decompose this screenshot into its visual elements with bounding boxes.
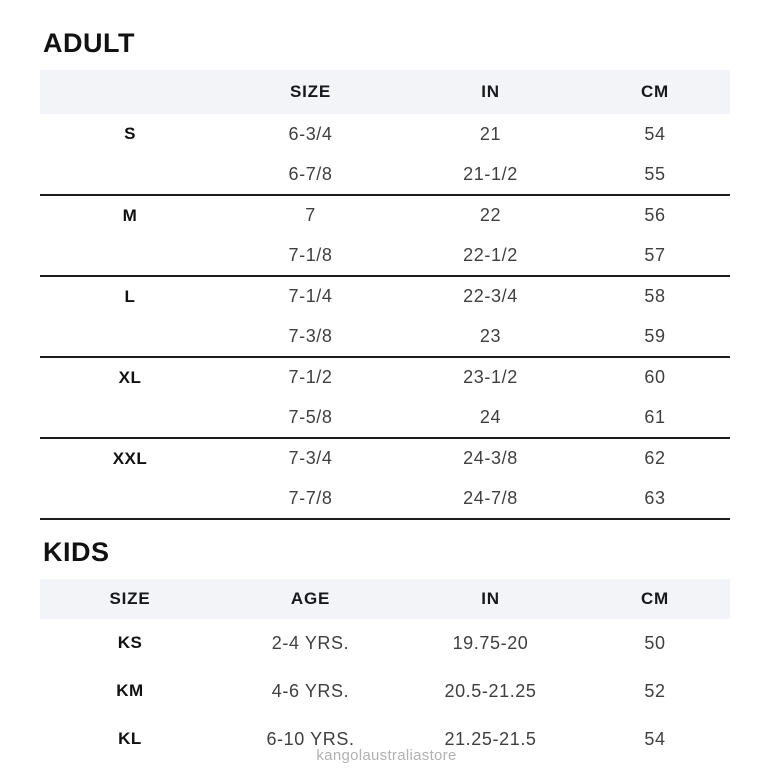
value-cell: 21-1/2 [401,155,580,196]
header-row [40,579,730,619]
value-cell: 62 [644,448,666,469]
size-label-cell: KM [116,681,144,700]
column-header-size-label [40,70,220,114]
size-label-cell [40,317,220,358]
size-label-cell [40,236,220,277]
value-cell: 7-3/8 [220,317,401,358]
adult-section-title: ADULT [43,28,135,58]
table-row [40,195,730,236]
value-cell: 7-5/8 [220,398,401,439]
column-header-size: SIZE [40,579,220,619]
table-row [40,357,730,398]
value-cell: 21.25-21.5 [444,728,537,749]
value-cell: 21 [479,123,502,144]
value-cell: 59 [580,317,730,358]
value-cell: 50 [644,632,666,653]
size-label-cell: KS [117,633,143,652]
kids-table-header [40,579,730,619]
value-cell: 7-1/8 [220,236,401,277]
size-label-cell: L [124,286,136,306]
column-header-cm: CM [580,70,730,114]
value-cell: 22-1/2 [401,236,580,277]
value-cell: 61 [580,398,730,439]
value-cell: 22-3/4 [463,286,518,307]
value-cell: 23 [401,317,580,358]
value-cell: 7 [305,205,316,226]
column-header-cm: CM [580,579,730,619]
value-cell: 54 [644,728,666,749]
value-cell: 7-1/4 [288,286,333,307]
table-row [40,398,730,439]
size-label-cell: XXL [112,448,148,468]
column-header-in: IN [401,70,580,114]
kids-size-table [40,579,730,763]
size-label-cell: KL [118,729,142,748]
kids-section-title: KIDS [43,537,110,567]
table-row [40,317,730,358]
table-row [40,155,730,196]
table-row [40,236,730,277]
value-cell: 7-3/4 [288,448,333,469]
size-label-cell [40,479,220,520]
size-label-cell [40,398,220,439]
column-header-age: AGE [220,579,401,619]
table-row [40,114,730,155]
column-header-size: SIZE [220,70,401,114]
table-row [40,438,730,479]
value-cell: 60 [644,367,666,388]
value-cell: 6-10 YRS. [266,728,355,749]
value-cell: 6-3/4 [288,123,333,144]
value-cell: 52 [644,680,666,701]
value-cell: 20.5-21.25 [444,680,537,701]
value-cell: 4-6 YRS. [271,680,350,701]
table-row [40,619,730,667]
column-header-in: IN [401,579,580,619]
value-cell: 54 [644,123,666,144]
value-cell: 7-7/8 [220,479,401,520]
value-cell: 19.75-20 [452,632,529,653]
value-cell: 24-7/8 [401,479,580,520]
table-row [40,276,730,317]
header-row [40,70,730,114]
adult-table-header [40,70,730,114]
value-cell: 57 [580,236,730,277]
size-label-cell: S [124,124,136,144]
store-watermark: kangolaustraliastore [316,747,457,764]
kids-table-body [40,619,730,763]
value-cell: 63 [580,479,730,520]
size-label-cell: XL [118,367,142,387]
table-row [40,479,730,520]
value-cell: 7-1/2 [288,367,333,388]
size-label-cell: M [122,205,138,225]
value-cell: 24 [401,398,580,439]
value-cell: 58 [644,286,666,307]
value-cell: 23-1/2 [463,367,518,388]
size-label-cell [40,155,220,196]
adult-table-body [40,114,730,519]
value-cell: 2-4 YRS. [271,632,350,653]
table-row [40,667,730,715]
value-cell: 6-7/8 [220,155,401,196]
value-cell: 56 [644,205,666,226]
value-cell: 24-3/8 [463,448,518,469]
adult-size-table [40,70,730,520]
value-cell: 55 [580,155,730,196]
value-cell: 22 [479,205,502,226]
